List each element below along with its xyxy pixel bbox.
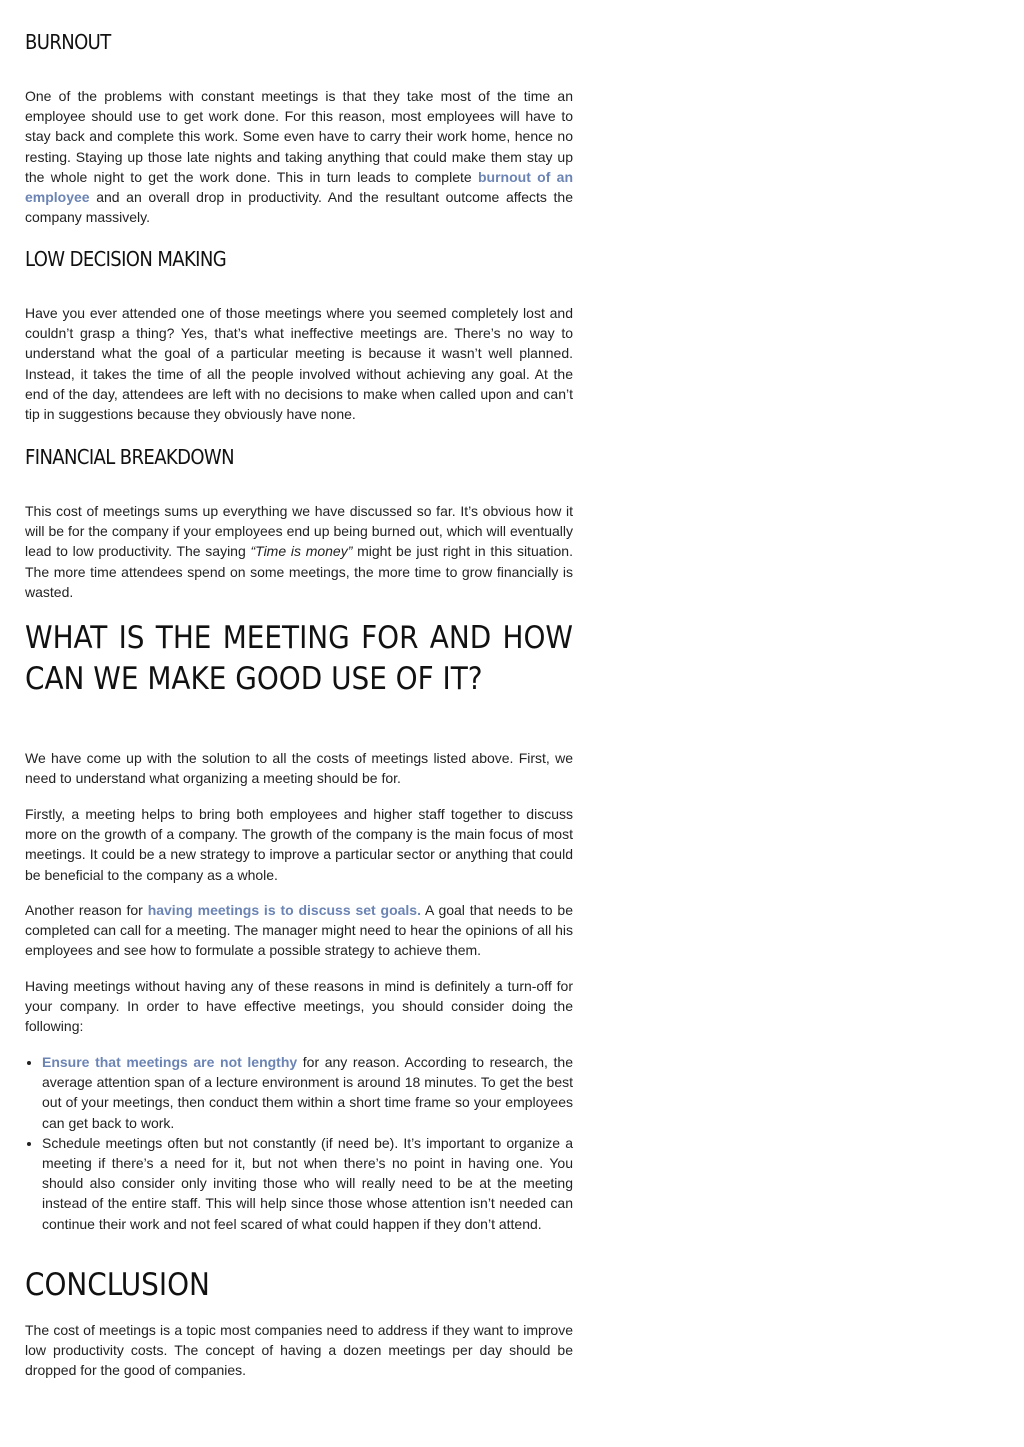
paragraph-low-decision-making: Have you ever attended one of those meetings where you seemed completely lost and couldn’t grasp a thing? Yes, that’s what ineffective meetings are. There’s no way to understand what the goal of a particular meeting is because it wasn’t well planned. Instead, it takes the time of all the people involved without achieving any goal. At the end of the day, attendees are left with no decisions to make when called upon and can’t tip in suggestions because they obviously have none.	[25, 305, 573, 423]
heading-financial-breakdown: FINANCIAL BREAKDOWN	[25, 445, 234, 469]
paragraph-another-reason: Another reason for having meetings is to discuss set goals. A goal that needs to be completed can call for a meeting. The manager might need to hear the opinions of all his employees and see how to formulate a possible strategy to achieve them.	[25, 902, 573, 959]
paragraph-financial-breakdown: This cost of meetings sums up everything we have discussed so far. It’s obvious how it will be for the company if your employees end up being burned out, which will eventually lead to low productivity. The saying “Time is money” might be just right in this situation. The more time attendees spend on some meetings, the more time to grow financially is wasted.	[25, 503, 573, 600]
link-having-meetings-set-goals[interactable]: having meetings is to discuss set goals.	[147, 902, 421, 918]
paragraph-firstly: Firstly, a meeting helps to bring both employees and higher staff together to discuss more on the growth of a company. The growth of the company is the main focus of most meetings. It could be a new strategy to improve a particular sector or anything that could be beneficial to the company as a whole.	[25, 806, 573, 883]
paragraph-conclusion: The cost of meetings is a topic most companies need to address if they want to improve low productivity costs. The concept of having a dozen meetings per day should be dropped for the good of companies.	[25, 1322, 573, 1379]
heading-conclusion: CONCLUSION	[25, 1267, 210, 1303]
paragraph-solution-intro: We have come up with the solution to all the costs of meetings listed above. First, we need to understand what organizing a meeting should be for.	[25, 750, 573, 787]
quote-time-is-money: “Time is money”	[250, 543, 353, 560]
list-item: • Schedule meetings often but not constantly (if need be). It’s important to organize a meeting if there’s a need for it, but not when there’s no point in having one. You should also consider only inviting those who will really need to be at the meeting instead of the entire staff. This will help since those whose attention isn’t needed can continue their work and not feel scared of what could happen if they don’t attend.	[42, 1133, 573, 1234]
heading-low-decision-making: LOW DECISION MAKING	[25, 247, 227, 271]
heading-burnout: BURNOUT	[25, 30, 111, 54]
paragraph-effective-meetings: Having meetings without having any of these reasons in mind is definitely a turn-off for your company. In order to have effective meetings, you should consider doing the following:	[25, 978, 573, 1035]
paragraph-burnout: One of the problems with constant meetings is that they take most of the time an employee should use to get work done. For this reason, most employees will have to stay back and complete this work. Some even have to carry their work home, hence no resting. Staying up those late nights and taking anything that could make them stay up the whole night to get the work done. This in turn leads to complete burnout of an employee and an overall drop in productivity. And the resultant outcome affects the company massively.	[25, 88, 574, 226]
link-ensure-meetings-not-lengthy[interactable]: Ensure that meetings are not lengthy	[42, 1054, 298, 1070]
tips-list	[25, 1052, 573, 1234]
link-burnout-of-an-employee[interactable]: burnout of an employee	[25, 168, 574, 206]
list-item: • Ensure that meetings are not lengthy for any reason. According to research, the average attention span of a lecture environment is around 18 minutes. To get the best out of your meetings, then conduct them within a short time frame so your employees can get back to work.	[42, 1052, 573, 1133]
heading-what-is-the-meeting-for: WHAT IS THE MEETING FOR AND HOW CAN WE MAKE GOOD USE OF IT?	[25, 620, 573, 697]
